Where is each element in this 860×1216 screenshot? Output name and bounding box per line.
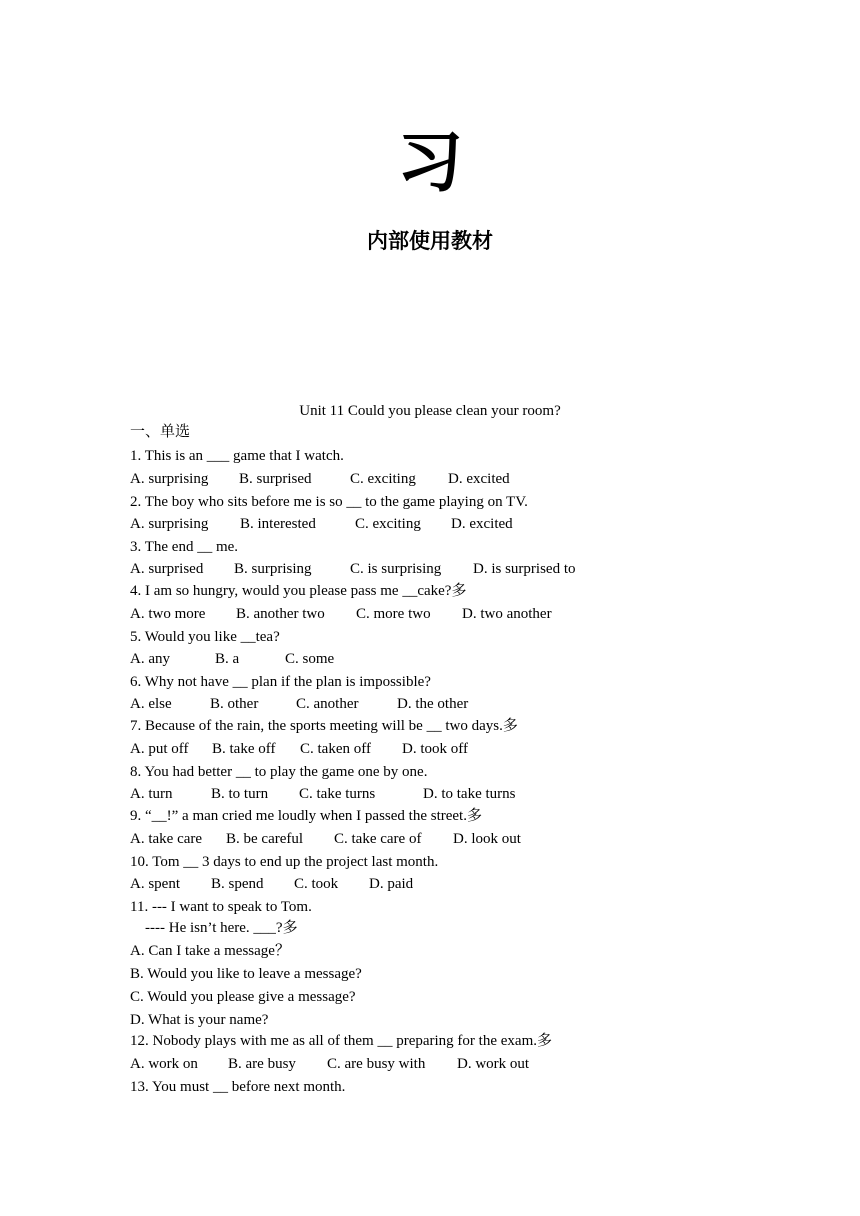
question-stem: 5. Would you like __tea? (130, 629, 280, 645)
question-stem: 9. “__!” a man cried me loudly when I passed the street.多 (130, 808, 482, 824)
option: C. taken off (300, 741, 371, 757)
option: D. excited (448, 471, 510, 487)
question-options (130, 513, 513, 535)
question-options (130, 1053, 529, 1075)
option: C. is surprising (350, 561, 442, 577)
option: D. look out (453, 831, 521, 847)
question-options (130, 648, 334, 670)
question-stem: 2. The boy who sits before me is so __ to the game playing on TV. (130, 494, 528, 510)
option: A. turn (130, 786, 173, 802)
option: C. take turns (299, 786, 376, 802)
option: C. take care of (334, 831, 422, 847)
option: D. the other (397, 696, 469, 712)
option: D. paid (369, 876, 414, 892)
option: B. spend (211, 876, 264, 892)
question-options (130, 468, 510, 490)
option: C. another (296, 696, 359, 712)
option: A. work on (130, 1056, 198, 1072)
question-options (130, 603, 552, 625)
section-title: 一、单选 (130, 424, 191, 440)
question-stem: 11. --- I want to speak to Tom. (130, 899, 312, 915)
question-stem: 8. You had better __ to play the game one by one. (130, 764, 428, 780)
option: C. are busy with (327, 1056, 426, 1072)
option: C. Would you please give a message? (130, 989, 356, 1005)
option: B. to turn (211, 786, 269, 802)
question-stem: 7. Because of the rain, the sports meeting will be __ two days.多 (130, 718, 518, 734)
question-stem: 10. Tom __ 3 days to end up the project last month. (130, 854, 439, 870)
question-options (130, 558, 576, 580)
option: B. another two (236, 606, 325, 622)
option: B. are busy (228, 1056, 296, 1072)
option: A. surprising (130, 516, 209, 532)
option: A. else (130, 696, 172, 712)
option: A. two more (130, 606, 206, 622)
option: B. surprising (234, 561, 312, 577)
option: B. interested (240, 516, 316, 532)
option: A. Can I take a message？ (130, 943, 290, 959)
option: B. surprised (239, 471, 312, 487)
question-stem: 3. The end __ me. (130, 539, 239, 555)
question-options (130, 738, 468, 760)
question-stem: 1. This is an ___ game that I watch. (130, 448, 344, 464)
question-options (130, 783, 515, 805)
option: A. surprising (130, 471, 209, 487)
option: A. surprised (130, 561, 204, 577)
question-options (130, 873, 413, 895)
cover-subtitle: 内部使用教材 (367, 229, 493, 253)
option: C. exciting (355, 516, 421, 532)
question-stem-reply: ---- He isn’t here. ___?多 (145, 920, 298, 936)
option: C. exciting (350, 471, 416, 487)
option: B. Would you like to leave a message? (130, 966, 362, 982)
option: D. to take turns (423, 786, 516, 802)
unit-title: Unit 11 Could you please clean your room? (299, 403, 561, 419)
option: C. more two (356, 606, 431, 622)
option: D. work out (457, 1056, 530, 1072)
option: C. took (294, 876, 339, 892)
cover-character: 习 (397, 124, 463, 201)
option: A. spent (130, 876, 180, 892)
option: A. any (130, 651, 170, 667)
option: A. take care (130, 831, 203, 847)
option: B. a (215, 651, 240, 667)
option: A. put off (130, 741, 189, 757)
option: D. two another (462, 606, 552, 622)
option: D. is surprised to (473, 561, 576, 577)
option: C. some (285, 651, 335, 667)
question-options (130, 693, 468, 715)
option: B. other (210, 696, 259, 712)
question-stem: 12. Nobody plays with me as all of them __ preparing for the exam.多 (130, 1033, 552, 1049)
option: D. What is your name? (130, 1012, 269, 1028)
option: B. be careful (226, 831, 304, 847)
question-stem: 13. You must __ before next month. (130, 1079, 346, 1095)
question-stem: 4. I am so hungry, would you please pass me __cake?多 (130, 583, 467, 599)
option: B. take off (212, 741, 276, 757)
option: D. took off (402, 741, 468, 757)
question-stem: 6. Why not have __ plan if the plan is impossible? (130, 674, 431, 690)
option: D. excited (451, 516, 513, 532)
question-options (130, 828, 521, 850)
